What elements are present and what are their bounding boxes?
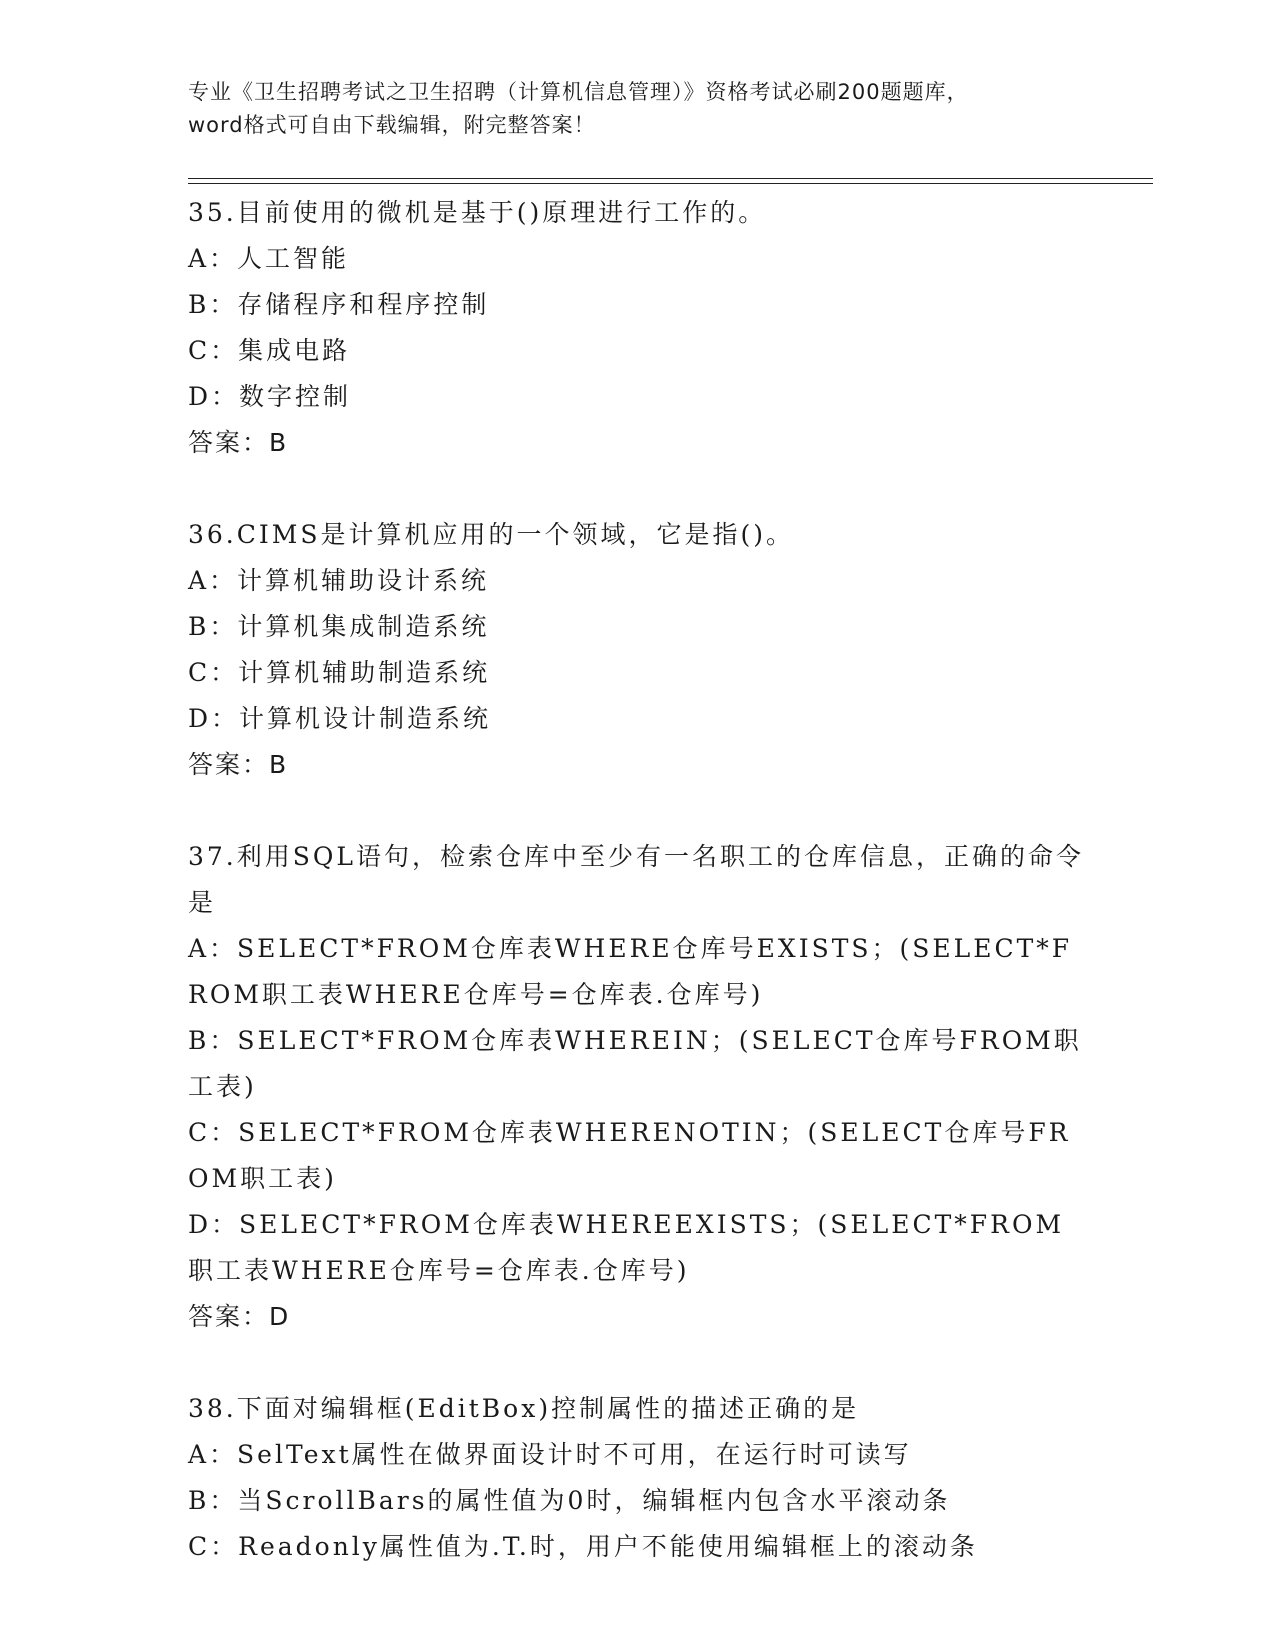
option-d: D：SELECT*FROM仓库表WHEREEXISTS；(SELECT*FROM职工表WHERE仓库号=仓库表.仓库号) xyxy=(188,1210,1065,1285)
question-35 xyxy=(188,190,1088,466)
question-38 xyxy=(188,1386,1088,1570)
option-b: B：当ScrollBars的属性值为0时，编辑框内包含水平滚动条 xyxy=(188,1486,951,1515)
question-stem: 38.下面对编辑框(EditBox)控制属性的描述正确的是 xyxy=(188,1394,860,1423)
question-stem: 35.目前使用的微机是基于()原理进行工作的。 xyxy=(188,198,767,227)
option-b: B：存储程序和程序控制 xyxy=(188,290,490,319)
option-a: A：SELECT*FROM仓库表WHERE仓库号EXISTS；(SELECT*FROM职工表WHERE仓库号=仓库表.仓库号) xyxy=(188,934,1073,1009)
option-a: A：人工智能 xyxy=(188,244,350,273)
question-spacer xyxy=(188,466,1088,512)
header-line-2: word格式可自由下载编辑，附完整答案！ xyxy=(188,113,596,137)
option-b: B：SELECT*FROM仓库表WHEREIN；(SELECT仓库号FROM职工表) xyxy=(188,1026,1082,1101)
question-stem: 37.利用SQL语句，检索仓库中至少有一名职工的仓库信息，正确的命令是 xyxy=(188,842,1084,917)
option-b: B：计算机集成制造系统 xyxy=(188,612,490,641)
option-d: D：计算机设计制造系统 xyxy=(188,704,492,733)
question-36 xyxy=(188,512,1088,788)
option-c: C：SELECT*FROM仓库表WHERENOTIN；(SELECT仓库号FROM职工表) xyxy=(188,1118,1071,1193)
option-c: C：集成电路 xyxy=(188,336,351,365)
option-a: A：计算机辅助设计系统 xyxy=(188,566,490,595)
answer-label: 答案：B xyxy=(188,428,289,457)
answer-label: 答案：D xyxy=(188,1302,291,1331)
question-spacer xyxy=(188,788,1088,834)
question-stem: 36.CIMS是计算机应用的一个领域，它是指()。 xyxy=(188,520,794,549)
header-divider-top xyxy=(188,178,1153,179)
document-header xyxy=(188,76,1088,142)
question-list xyxy=(188,190,1088,1570)
question-37 xyxy=(188,834,1088,1340)
option-c: C：计算机辅助制造系统 xyxy=(188,658,491,687)
header-line-1: 专业《卫生招聘考试之卫生招聘（计算机信息管理）》资格考试必刷200题题库， xyxy=(188,80,969,104)
header-divider-bottom xyxy=(188,183,1153,184)
option-a: A：SelText属性在做界面设计时不可用，在运行时可读写 xyxy=(188,1440,912,1469)
option-d: D：数字控制 xyxy=(188,382,352,411)
answer-label: 答案：B xyxy=(188,750,289,779)
question-spacer xyxy=(188,1340,1088,1386)
option-c: C：Readonly属性值为.T.时，用户不能使用编辑框上的滚动条 xyxy=(188,1532,978,1561)
